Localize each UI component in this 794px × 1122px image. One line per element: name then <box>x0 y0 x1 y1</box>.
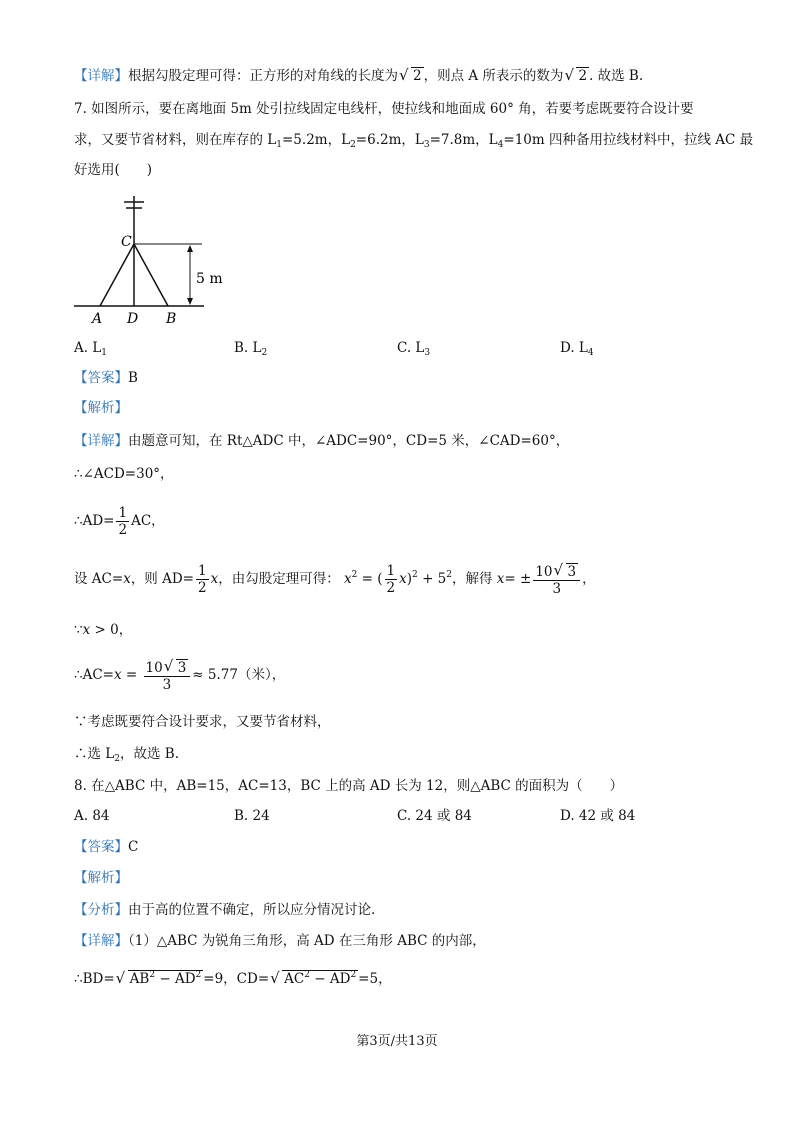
arrow-up <box>187 245 193 252</box>
q7-step7: ∴选 $L_2$，故选 B. <box>74 746 180 764</box>
q7-line3: 好选用( ) <box>74 162 153 178</box>
label-b: B <box>166 311 177 327</box>
detail-tag: 【详解】 <box>74 68 128 84</box>
q7-line2: 求，又要节省材料，则在库存的 $L_1=5.2m$，$L_2=6.2m$，$L_3=7.8m$，$L_4=10m$ 四种备用拉线材料中，拉线 AC 最 <box>74 132 754 150</box>
q7-step4: ∵x > 0， <box>74 622 133 638</box>
q7-option-a: A. $L_1$ <box>74 340 108 358</box>
label-height: 5 m <box>196 271 223 287</box>
q8-option-a: A. 84 <box>74 808 110 824</box>
page-footer: 第3页/共13页 <box>356 1034 438 1049</box>
q8-option-d: D. 42 或 84 <box>560 808 636 824</box>
q8-fenxi: 【分析】由于高的位置不确定，所以应分情况讨论. <box>74 902 376 918</box>
q8-bd-cd: ∴BD=√ $AB^2 - AD^2 =9$，CD=√ $AC^2 - AD^2 =5$， <box>74 964 392 994</box>
q7-answer: 【答案】B <box>74 370 138 386</box>
label-c: C <box>121 234 132 250</box>
q7-option-d: D. $L_4$ <box>560 340 594 358</box>
q8-option-c: C. 24 或 84 <box>397 808 472 824</box>
q7-step5: ∴AC=x = $\frac{10√ 3}{3}$ ≈ 5.77（米）， <box>74 658 285 693</box>
q7-step6: ∵考虑既要符合设计要求，又要节省材料， <box>74 714 331 730</box>
wire-ca <box>100 244 134 306</box>
q7-option-c: C. $L_3$ <box>397 340 431 358</box>
q8-option-b: B. 24 <box>234 808 270 824</box>
sqrt-2b: √ 2 <box>564 66 589 86</box>
label-d: D <box>127 311 139 327</box>
q7-detail: 【详解】由题意可知，在 Rt△ADC 中，∠ADC=90°，CD=5 米，∠CAD=60°， <box>74 433 570 449</box>
q7-step1: ∴∠ACD=30°， <box>74 466 174 482</box>
q8-detail: 【详解】（1）△ABC 为锐角三角形，高 AD 在三角形 ABC 的内部， <box>74 933 486 949</box>
pole-figure <box>70 192 230 332</box>
label-a: A <box>92 311 103 327</box>
sqrt-2: √ 2 <box>399 66 424 86</box>
q7-analysis-tag: 【解析】 <box>74 400 128 416</box>
q7-line1: 7. 如图所示，要在离地面 5m 处引拉线固定电线杆，使拉线和地面成 60° 角，若要考虑既要符合设计要 <box>74 101 694 117</box>
q7-step3: 设 AC=x，则 AD= $\frac{1}{2}$ x，由勾股定理可得： $x^2$ = ( $\frac{1}{2}$ $x)^2 + 5^2$，解得 x= ± $\frac{10√ 3}{3}$ ， <box>74 562 596 597</box>
wire-cb <box>134 244 168 306</box>
q7-option-b: B. $L_2$ <box>234 340 268 358</box>
arrow-down <box>187 298 193 305</box>
q8-analysis-tag: 【解析】 <box>74 870 128 886</box>
q8-question: 8. 在△ABC 中，AB=15，AC=13，BC 上的高 AD 长为 12，则△ABC 的面积为（ ） <box>74 778 624 794</box>
detail-line-q6: 【详解】根据勾股定理可得：正方形的对角线的长度为√ 2 ，则点 A 所表示的数为√ 2 . 故选 B. <box>74 66 643 86</box>
q8-answer: 【答案】C <box>74 839 139 855</box>
q7-step2: ∴AD= $\frac{1}{2}$ AC， <box>74 505 165 538</box>
